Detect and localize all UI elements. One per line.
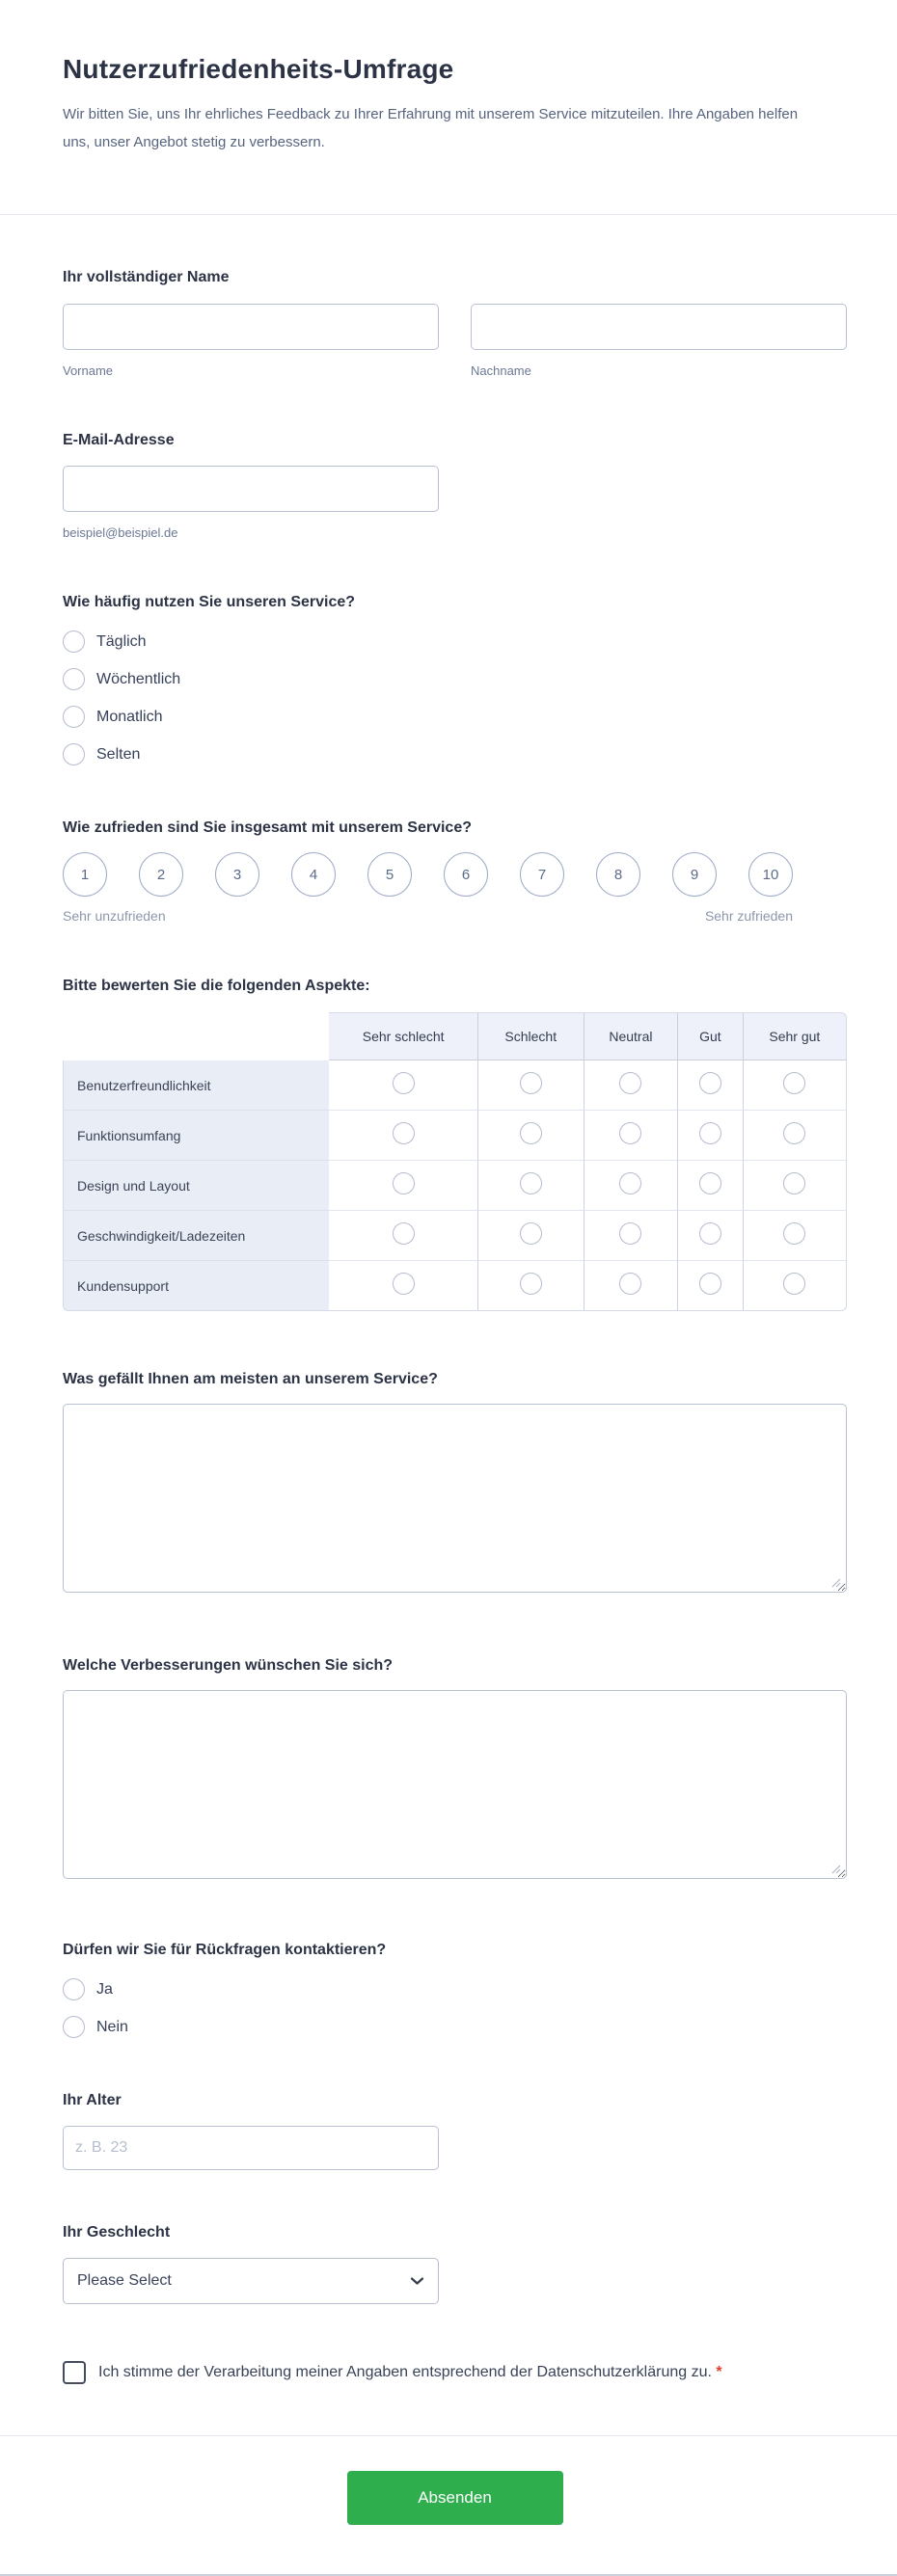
matrix-cell[interactable] <box>329 1261 477 1311</box>
table-row <box>63 1111 847 1161</box>
matrix-radio[interactable] <box>699 1072 721 1094</box>
contact-option[interactable] <box>63 2016 847 2038</box>
scale-option[interactable]: 7 <box>520 852 564 897</box>
consent-field <box>63 2360 757 2385</box>
question-label: Dürfen wir Sie für Rückfragen kontaktieren? <box>63 1942 387 1958</box>
matrix-body <box>63 1060 847 1311</box>
question-full-name <box>63 267 847 378</box>
option-label: Selten <box>96 746 141 763</box>
matrix-cell[interactable] <box>744 1060 847 1111</box>
first-name-column <box>63 304 439 378</box>
matrix-cell[interactable] <box>478 1211 584 1261</box>
matrix-column-header: Gut <box>678 1012 743 1060</box>
matrix-cell[interactable] <box>584 1261 679 1311</box>
scale-max-label: Sehr zufrieden <box>704 908 793 924</box>
frequency-option[interactable] <box>63 668 847 690</box>
matrix-radio[interactable] <box>783 1222 805 1245</box>
matrix-radio[interactable] <box>619 1172 641 1194</box>
question-contact <box>63 1940 847 2038</box>
radio-icon[interactable] <box>63 2016 85 2038</box>
question-likes <box>63 1369 847 1597</box>
last-name-column <box>471 304 847 378</box>
matrix-cell[interactable] <box>744 1111 847 1161</box>
option-label: Ja <box>96 1981 113 1998</box>
radio-icon[interactable] <box>63 1978 85 2000</box>
matrix-cell[interactable] <box>744 1261 847 1311</box>
matrix-column-header: Sehr schlecht <box>329 1012 477 1060</box>
scale-option[interactable]: 5 <box>367 852 412 897</box>
question-gender <box>63 2222 847 2304</box>
chevron-down-icon <box>410 2276 424 2286</box>
matrix-radio[interactable] <box>520 1222 542 1245</box>
scale-option[interactable]: 9 <box>672 852 717 897</box>
form-header <box>0 0 897 215</box>
matrix-cell[interactable] <box>478 1161 584 1211</box>
radio-icon[interactable] <box>63 706 85 728</box>
consent-label: Ich stimme der Verarbeitung meiner Angaben entsprechend der Datenschutzerklärung zu. <box>98 2364 712 2380</box>
page-title: Nutzerzufriedenheits-Umfrage <box>63 54 454 84</box>
contact-option[interactable] <box>63 1978 847 2000</box>
form-description: Wir bitten Sie, uns Ihr ehrliches Feedback zu Ihrer Erfahrung mit unserem Service mitzuteilen. Ihre Angaben helfen uns, unser Angebot stetig zu verbessern. <box>63 106 799 150</box>
submit-button[interactable]: Absenden <box>347 2471 563 2525</box>
matrix-radio[interactable] <box>619 1273 641 1295</box>
matrix-cell[interactable] <box>584 1161 679 1211</box>
matrix-cell[interactable] <box>329 1111 477 1161</box>
matrix-cell[interactable] <box>678 1060 743 1111</box>
radio-icon[interactable] <box>63 668 85 690</box>
consent-checkbox[interactable] <box>63 2361 86 2384</box>
scale-endpoint-labels <box>63 908 793 924</box>
gender-select-value: Please Select <box>77 2272 172 2289</box>
last-name-input[interactable] <box>471 304 847 350</box>
likes-textarea[interactable] <box>63 1404 847 1593</box>
matrix-column-header: Sehr gut <box>744 1012 847 1060</box>
matrix-radio[interactable] <box>783 1072 805 1094</box>
question-label: Ihr Geschlecht <box>63 2224 171 2241</box>
question-improvements <box>63 1655 847 1884</box>
matrix-cell[interactable] <box>478 1261 584 1311</box>
contact-options <box>63 1978 847 2038</box>
matrix-radio[interactable] <box>520 1072 542 1094</box>
matrix-radio[interactable] <box>783 1273 805 1295</box>
matrix-radio[interactable] <box>393 1072 415 1094</box>
matrix-radio[interactable] <box>393 1172 415 1194</box>
question-label: Bitte bewerten Sie die folgenden Aspekte: <box>63 978 370 994</box>
matrix-cell[interactable] <box>329 1060 477 1111</box>
scale-option[interactable]: 8 <box>596 852 640 897</box>
question-frequency <box>63 592 847 765</box>
table-row <box>63 1060 847 1111</box>
matrix-radio[interactable] <box>393 1222 415 1245</box>
scale-option[interactable]: 2 <box>139 852 183 897</box>
matrix-row-label: Geschwindigkeit/Ladezeiten <box>63 1211 329 1261</box>
scale-option[interactable]: 6 <box>444 852 488 897</box>
matrix-row-label: Benutzerfreundlichkeit <box>63 1060 329 1111</box>
matrix-radio[interactable] <box>699 1122 721 1144</box>
matrix-row-label: Funktionsumfang <box>63 1111 329 1161</box>
submit-area <box>0 2435 897 2574</box>
scale-min-label: Sehr unzufrieden <box>63 908 166 924</box>
matrix-row-label: Kundensupport <box>63 1261 329 1311</box>
matrix-radio[interactable] <box>520 1122 542 1144</box>
scale-option[interactable]: 3 <box>215 852 259 897</box>
matrix-radio[interactable] <box>619 1072 641 1094</box>
scale-option[interactable]: 4 <box>291 852 336 897</box>
matrix-radio[interactable] <box>619 1222 641 1245</box>
option-label: Täglich <box>96 633 147 650</box>
matrix-cell[interactable] <box>744 1161 847 1211</box>
first-name-sublabel: Vorname <box>63 363 114 378</box>
question-label: Welche Verbesserungen wünschen Sie sich? <box>63 1657 394 1674</box>
matrix-radio[interactable] <box>699 1172 721 1194</box>
matrix-cell[interactable] <box>678 1161 743 1211</box>
matrix-cell[interactable] <box>478 1060 584 1111</box>
matrix-cell[interactable] <box>329 1211 477 1261</box>
option-label: Wöchentlich <box>96 671 181 687</box>
matrix-cell[interactable] <box>678 1111 743 1161</box>
radio-icon[interactable] <box>63 743 85 765</box>
matrix-radio[interactable] <box>619 1122 641 1144</box>
form-body <box>0 267 897 2385</box>
gender-select[interactable] <box>63 2258 439 2304</box>
matrix-corner-cell <box>63 1012 329 1060</box>
question-label: Wie zufrieden sind Sie insgesamt mit unserem Service? <box>63 819 472 836</box>
matrix-cell[interactable] <box>584 1060 679 1111</box>
question-label: Ihr Alter <box>63 2092 122 2108</box>
matrix-radio[interactable] <box>783 1172 805 1194</box>
matrix-cell[interactable] <box>744 1211 847 1261</box>
frequency-option[interactable] <box>63 743 847 765</box>
matrix-cell[interactable] <box>678 1211 743 1261</box>
frequency-options <box>63 631 847 765</box>
matrix-radio[interactable] <box>393 1122 415 1144</box>
table-row <box>63 1161 847 1211</box>
rating-matrix-table <box>63 1012 847 1311</box>
question-label: Ihr vollständiger Name <box>63 269 230 285</box>
table-row <box>63 1261 847 1311</box>
option-label: Monatlich <box>96 709 163 725</box>
last-name-sublabel: Nachname <box>471 363 531 378</box>
matrix-cell[interactable] <box>584 1111 679 1161</box>
question-email <box>63 430 847 540</box>
matrix-header-row <box>63 1012 847 1060</box>
matrix-radio[interactable] <box>699 1222 721 1245</box>
matrix-row-label: Design und Layout <box>63 1161 329 1211</box>
question-satisfaction-scale <box>63 818 847 924</box>
improvements-textarea[interactable] <box>63 1690 847 1879</box>
matrix-radio[interactable] <box>783 1122 805 1144</box>
question-label: Was gefällt Ihnen am meisten an unserem Service? <box>63 1371 438 1387</box>
matrix-cell[interactable] <box>678 1261 743 1311</box>
matrix-cell[interactable] <box>329 1161 477 1211</box>
age-input[interactable] <box>63 2126 439 2170</box>
email-input[interactable] <box>63 466 439 512</box>
question-label: Wie häufig nutzen Sie unseren Service? <box>63 594 356 610</box>
question-aspects-matrix <box>63 976 847 1311</box>
scale-option[interactable]: 10 <box>748 852 793 897</box>
matrix-radio[interactable] <box>520 1172 542 1194</box>
email-sublabel: beispiel@beispiel.de <box>63 525 178 540</box>
radio-icon[interactable] <box>63 631 85 653</box>
matrix-radio[interactable] <box>393 1273 415 1295</box>
question-label: E-Mail-Adresse <box>63 432 175 448</box>
scale-options <box>63 852 793 897</box>
matrix-radio[interactable] <box>520 1273 542 1295</box>
frequency-option[interactable] <box>63 631 847 653</box>
matrix-cell[interactable] <box>584 1211 679 1261</box>
scale-option[interactable]: 1 <box>63 852 107 897</box>
required-asterisk: * <box>716 2364 722 2380</box>
matrix-column-header: Schlecht <box>478 1012 584 1060</box>
matrix-radio[interactable] <box>699 1273 721 1295</box>
frequency-option[interactable] <box>63 706 847 728</box>
question-age <box>63 2090 847 2170</box>
table-row <box>63 1211 847 1261</box>
matrix-column-header: Neutral <box>584 1012 679 1060</box>
option-label: Nein <box>96 2019 128 2035</box>
first-name-input[interactable] <box>63 304 439 350</box>
matrix-cell[interactable] <box>478 1111 584 1161</box>
